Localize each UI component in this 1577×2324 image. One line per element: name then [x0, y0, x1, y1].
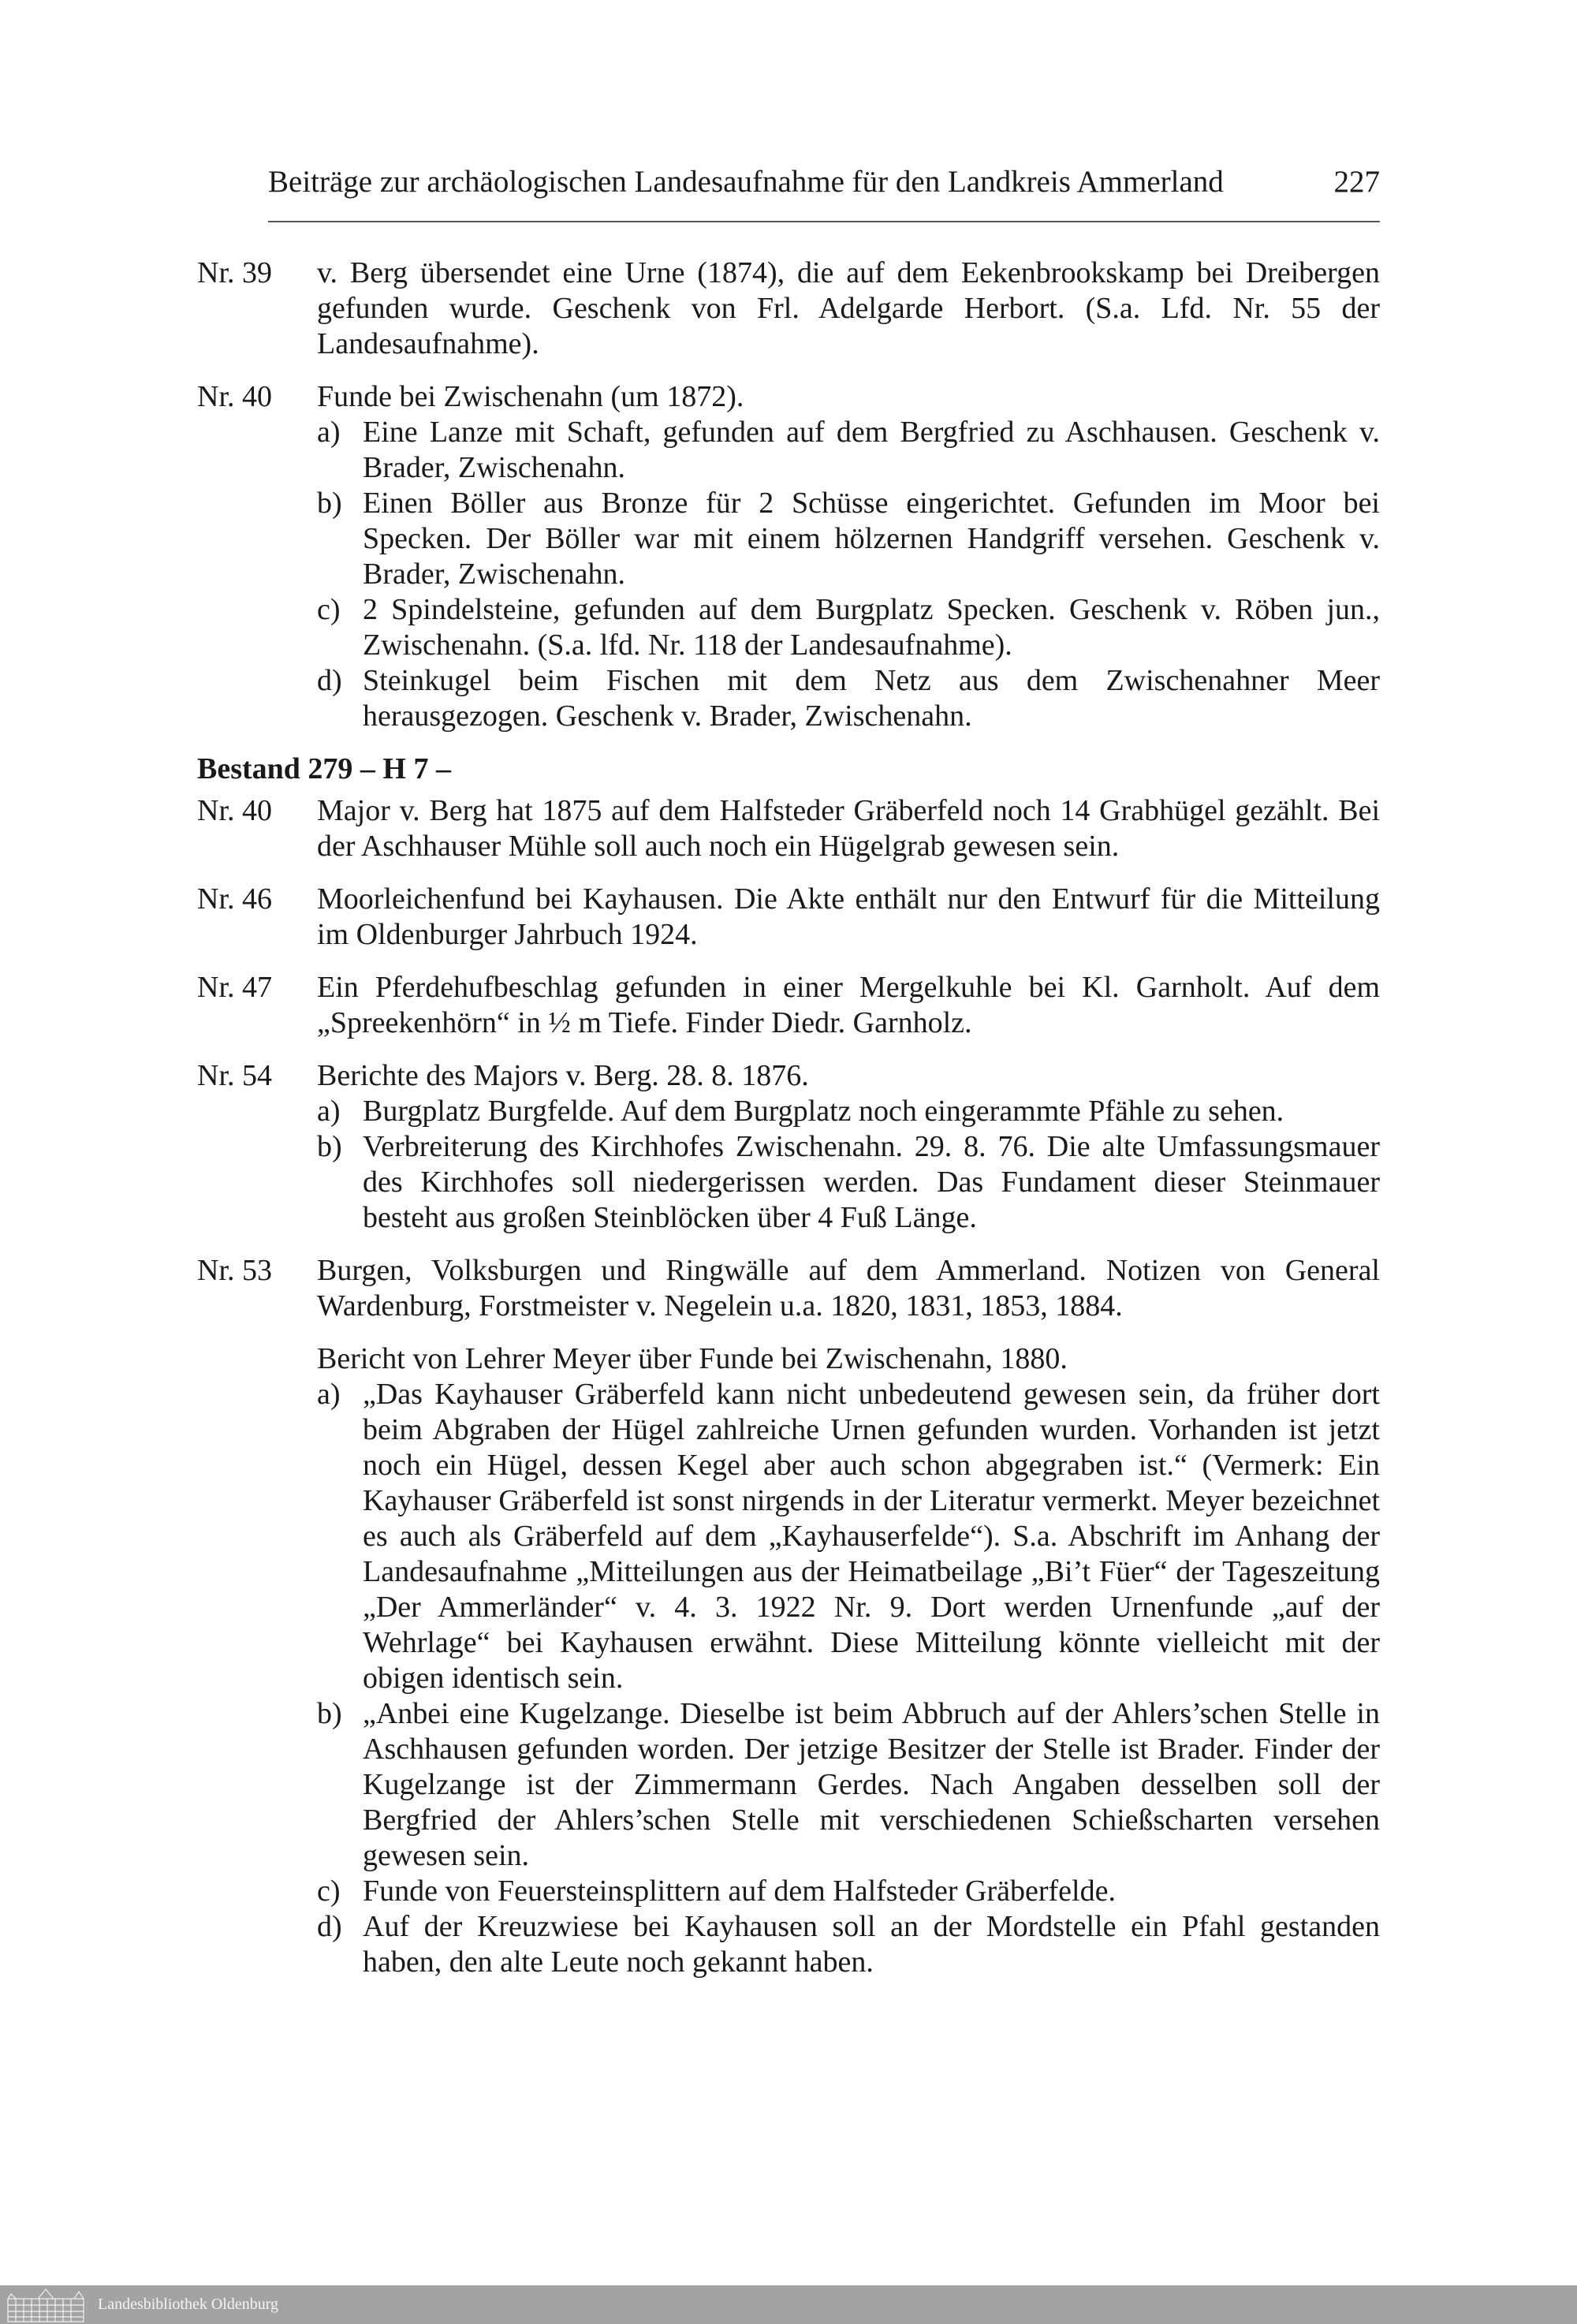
sub-item-text: Verbreiterung des Kirchhofes Zwischenahn. 29. 8. 76. Die alte Umfassungsmauer des Kirchhofes soll niedergerissen werden. Das Fundament dieser Steinmauer besteht aus großen Steinblöcken über 4 Fuß Länge.	[363, 1130, 1380, 1234]
entry-sub-item	[317, 1094, 1380, 1129]
entry-number: Nr. 39	[197, 256, 272, 289]
sub-item-text: Steinkugel beim Fischen mit dem Netz aus dem Zwischenahner Meer herausgezogen. Geschenk v. Brader, Zwischenahn.	[363, 664, 1380, 733]
entry-body	[317, 379, 1380, 734]
entry-number: Nr. 40	[197, 380, 272, 413]
entry	[197, 882, 1380, 953]
sub-item-text: 2 Spindelsteine, gefunden auf dem Burgplatz Specken. Geschenk v. Röben jun., Zwischenahn. (S.a. lfd. Nr. 118 der Landesaufnahme).	[363, 593, 1380, 662]
entry-number: Nr. 53	[197, 1254, 272, 1287]
sub-item-text: „Anbei eine Kugelzange. Dieselbe ist beim Abbruch auf der Ahlers’schen Stelle in Aschhausen gefunden worden. Der jetzige Besitzer der Stelle ist Brader. Finder der Kugelzange ist der Zimmermann Gerdes. Nach Angaben desselben soll der Bergfried der Ahlers’schen Stelle mit verschiedenen Schießscharten versehen gewesen sein.	[363, 1697, 1380, 1872]
entry	[197, 256, 1380, 362]
sub-item-text: Funde von Feuersteinsplittern auf dem Halfsteder Gräberfelde.	[363, 1874, 1116, 1908]
entry	[197, 793, 1380, 864]
entry-number: Nr. 54	[197, 1059, 272, 1092]
entry-body	[317, 793, 1380, 864]
sub-item-text: Eine Lanze mit Schaft, gefunden auf dem Bergfried zu Aschhausen. Geschenk v. Brader, Zwischenahn.	[363, 416, 1380, 484]
sub-item-letter: b)	[317, 1130, 342, 1163]
entry-body	[317, 256, 1380, 362]
entry-body	[317, 1253, 1380, 1980]
entry-body	[317, 970, 1380, 1041]
sub-item-letter: c)	[317, 1874, 341, 1908]
sub-item-text: Burgplatz Burgfelde. Auf dem Burgplatz noch eingerammte Pfähle zu sehen.	[363, 1095, 1284, 1128]
entry-paragraph: Berichte des Majors v. Berg. 28. 8. 1876.	[317, 1059, 809, 1092]
sub-item-letter: a)	[317, 1378, 341, 1411]
sub-item-letter: d)	[317, 1910, 342, 1943]
entry-sub-item	[317, 592, 1380, 663]
entry-sub-item	[317, 663, 1380, 734]
entry-sub-item	[317, 1377, 1380, 1696]
entry-paragraph: Bericht von Lehrer Meyer über Funde bei Zwischenahn, 1880.	[317, 1342, 1068, 1375]
entry-number: Nr. 40	[197, 794, 272, 827]
entry	[197, 379, 1380, 734]
entry-paragraph: v. Berg übersendet eine Urne (1874), die auf dem Eekenbrookskamp bei Dreibergen gefunden wurde. Geschenk von Frl. Adelgarde Herbort. (S.a. Lfd. Nr. 55 der Landesaufnahme).	[317, 256, 1380, 360]
entry-paragraph: Burgen, Volksburgen und Ringwälle auf dem Ammerland. Notizen von General Wardenburg, Forstmeister v. Negelein u.a. 1820, 1831, 1853, 1884.	[317, 1254, 1380, 1322]
library-building-logo-icon	[6, 2288, 85, 2322]
entry-sub-item	[317, 486, 1380, 592]
entry-sub-item	[317, 1129, 1380, 1236]
entry-paragraph: Ein Pferdehufbeschlag gefunden in einer Mergelkuhle bei Kl. Garnholt. Auf dem „Spreekenhörn“ in ½ m Tiefe. Finder Diedr. Garnholz.	[317, 971, 1380, 1039]
page-number: 227	[1333, 165, 1380, 199]
library-footer	[0, 2285, 1577, 2324]
entry	[197, 1058, 1380, 1236]
running-header	[268, 164, 1380, 200]
entry	[197, 970, 1380, 1041]
page-content	[197, 256, 1380, 1998]
entries-group-a	[197, 256, 1380, 734]
sub-item-letter: b)	[317, 487, 342, 520]
sub-item-text: „Das Kayhauser Gräberfeld kann nicht unbedeutend gewesen sein, da früher dort beim Abgraben der Hügel zahlreiche Urnen gefunden wurden. Vorhanden ist jetzt noch ein Hügel, dessen Kegel aber auch schon abgegraben ist.“ (Vermerk: Ein Kayhauser Gräberfeld ist sonst nirgends in der Literatur vermerkt. Meyer bezeichnet es auch als Gräberfeld auf dem „Kayhauserfelde“). S.a. Abschrift im Anhang der Landesaufnahme „Mitteilungen aus der Heimatbeilage „Bi’t Füer“ der Tageszeitung „Der Ammerländer“ v. 4. 3. 1922 Nr. 9. Dort werden Urnenfunde „auf der Wehrlage“ bei Kayhausen erwähnt. Diese Mitteilung könnte vielleicht mit der obigen identisch sein.	[363, 1378, 1380, 1695]
sub-item-letter: a)	[317, 1095, 341, 1128]
entry-paragraph: Major v. Berg hat 1875 auf dem Halfsteder Gräberfeld noch 14 Grabhügel gezählt. Bei der Aschhauser Mühle soll auch noch ein Hügelgrab gewesen sein.	[317, 794, 1380, 863]
sub-item-letter: d)	[317, 664, 342, 697]
sub-item-letter: b)	[317, 1697, 342, 1730]
entry-body	[317, 882, 1380, 953]
entry-paragraph: Funde bei Zwischenahn (um 1872).	[317, 380, 744, 413]
entries-group-b	[197, 793, 1380, 1980]
sub-item-letter: a)	[317, 416, 341, 449]
entry-paragraph: Moorleichenfund bei Kayhausen. Die Akte enthält nur den Entwurf für die Mitteilung im Oldenburger Jahrbuch 1924.	[317, 882, 1380, 951]
sub-item-text: Einen Böller aus Bronze für 2 Schüsse eingerichtet. Gefunden im Moor bei Specken. Der Böller war mit einem hölzernen Handgriff versehen. Geschenk v. Brader, Zwischenahn.	[363, 487, 1380, 591]
header-rule	[268, 221, 1380, 222]
sub-item-text: Auf der Kreuzwiese bei Kayhausen soll an der Mordstelle ein Pfahl gestanden haben, den alte Leute noch gekannt haben.	[363, 1910, 1380, 1979]
entry-sub-item	[317, 1696, 1380, 1874]
sub-item-letter: c)	[317, 593, 341, 626]
entry-number: Nr. 46	[197, 882, 272, 916]
entry-sub-item	[317, 415, 1380, 486]
entry-sub-item	[317, 1874, 1380, 1909]
entry-sub-item	[317, 1909, 1380, 1980]
entry-body	[317, 1058, 1380, 1236]
entry-number: Nr. 47	[197, 971, 272, 1004]
entry	[197, 1253, 1380, 1980]
section-heading: Bestand 279 – H 7 –	[197, 752, 451, 785]
running-title: Beiträge zur archäologischen Landesaufnahme für den Landkreis Ammerland	[268, 165, 1224, 199]
library-name: Landesbibliothek Oldenburg	[98, 2296, 279, 2313]
